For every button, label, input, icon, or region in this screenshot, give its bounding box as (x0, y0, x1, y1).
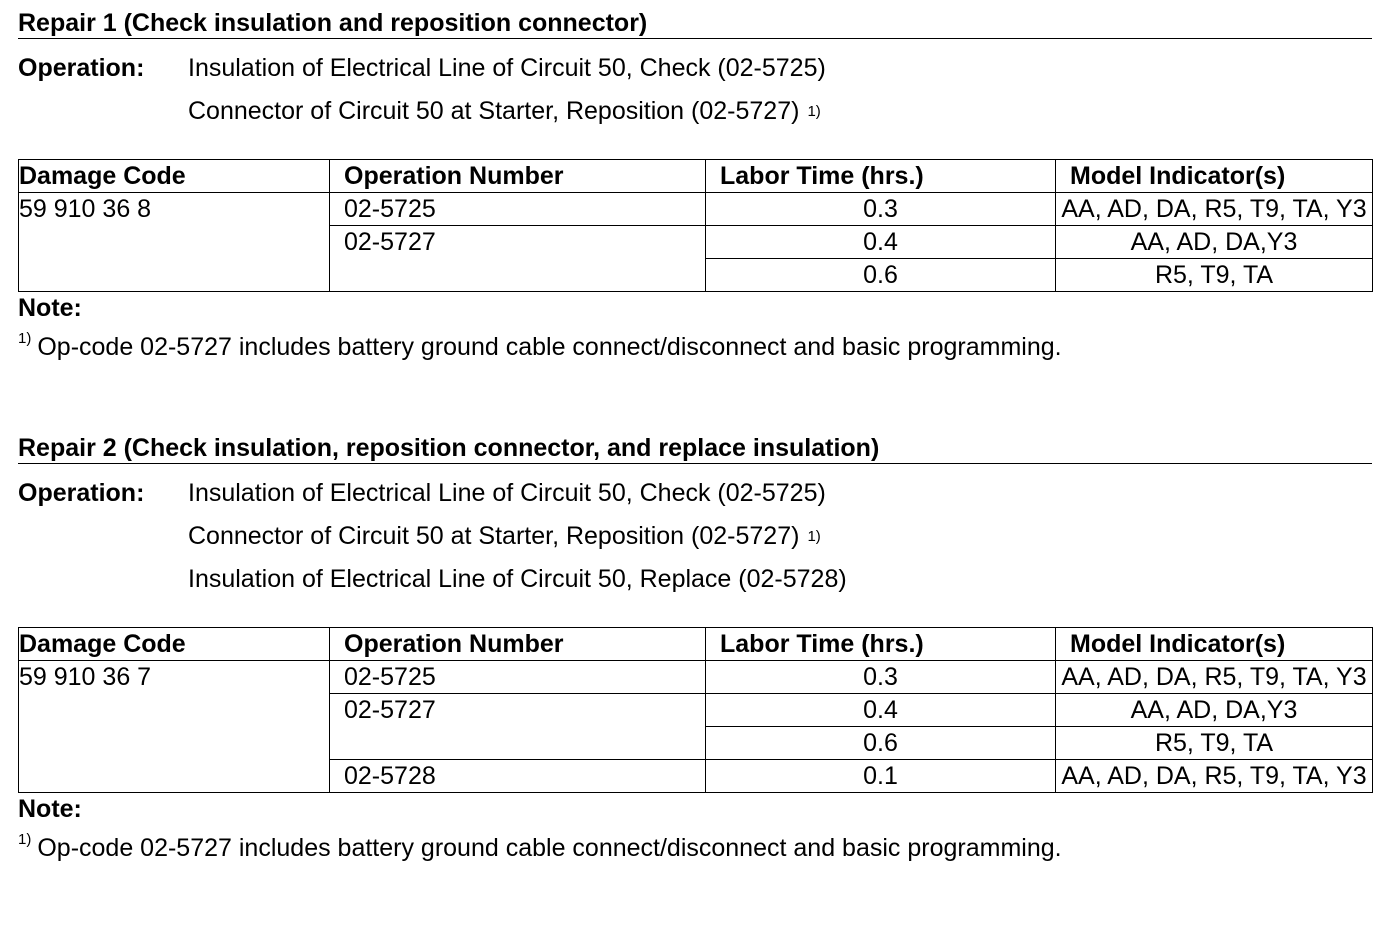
header-operation-number: Operation Number (330, 628, 706, 661)
footnote-marker: 1) (807, 528, 821, 545)
operation-text: Insulation of Electrical Line of Circuit 50, Check (02-5725) (188, 479, 826, 507)
model-indicator-cell: AA, AD, DA, R5, T9, TA, Y3 (1056, 760, 1373, 793)
table-row (19, 661, 1373, 694)
operation-number-cell: 02-5725 (330, 661, 706, 694)
footnote-marker: 1) (807, 103, 821, 120)
model-indicator-cell: AA, AD, DA, R5, T9, TA, Y3 (1056, 193, 1373, 226)
note-label: Note: (18, 294, 82, 322)
footnote-marker: 1) (18, 330, 32, 347)
operation-label: Operation: (18, 54, 145, 82)
model-indicator-cell: AA, AD, DA,Y3 (1056, 694, 1373, 727)
operation-line (18, 90, 1372, 133)
operation-line (18, 558, 1372, 601)
header-model-indicators: Model Indicator(s) (1056, 160, 1373, 193)
operation-line (18, 515, 1372, 558)
labor-time-cell: 0.4 (706, 694, 1056, 727)
header-labor-time: Labor Time (hrs.) (706, 628, 1056, 661)
labor-time-cell: 0.6 (706, 259, 1056, 292)
header-model-indicators: Model Indicator(s) (1056, 628, 1373, 661)
model-indicator-cell: R5, T9, TA (1056, 259, 1373, 292)
repair-1-heading: Repair 1 (Check insulation and reposition connector) (18, 8, 1372, 39)
operation-number-cell: 02-5728 (330, 760, 706, 793)
note-text (18, 324, 1372, 362)
operation-number-cell: 02-5727 (330, 694, 706, 760)
repair-1-section (18, 8, 1372, 362)
operation-line (18, 47, 1372, 90)
repair-2-heading: Repair 2 (Check insulation, reposition connector, and replace insulation) (18, 433, 1372, 464)
table-header-row (19, 628, 1373, 661)
table-row (19, 193, 1373, 226)
header-operation-number: Operation Number (330, 160, 706, 193)
operation-text: Insulation of Electrical Line of Circuit 50, Check (02-5725) (188, 54, 826, 82)
header-damage-code: Damage Code (19, 160, 330, 193)
repair-2-table (18, 627, 1373, 793)
note-body: Op-code 02-5727 includes battery ground cable connect/disconnect and basic programming. (37, 333, 1062, 361)
operation-text: Insulation of Electrical Line of Circuit 50, Replace (02-5728) (188, 565, 847, 593)
damage-code-cell: 59 910 36 7 (19, 661, 330, 793)
header-damage-code: Damage Code (19, 628, 330, 661)
repair-1-operations (18, 47, 1372, 133)
labor-time-cell: 0.1 (706, 760, 1056, 793)
operation-number-cell: 02-5725 (330, 193, 706, 226)
labor-time-cell: 0.4 (706, 226, 1056, 259)
operation-text: Connector of Circuit 50 at Starter, Reposition (02-5727) (188, 97, 800, 125)
model-indicator-cell: AA, AD, DA, R5, T9, TA, Y3 (1056, 661, 1373, 694)
damage-code-cell: 59 910 36 8 (19, 193, 330, 292)
repair-2-section (18, 433, 1372, 863)
operation-label: Operation: (18, 479, 145, 507)
labor-time-cell: 0.3 (706, 661, 1056, 694)
note-body: Op-code 02-5727 includes battery ground cable connect/disconnect and basic programming. (37, 834, 1062, 862)
header-labor-time: Labor Time (hrs.) (706, 160, 1056, 193)
model-indicator-cell: AA, AD, DA,Y3 (1056, 226, 1373, 259)
note-text (18, 825, 1372, 863)
note-label: Note: (18, 795, 82, 823)
operation-number-cell: 02-5727 (330, 226, 706, 292)
labor-time-cell: 0.3 (706, 193, 1056, 226)
repair-2-operations (18, 472, 1372, 601)
operation-text: Connector of Circuit 50 at Starter, Reposition (02-5727) (188, 522, 800, 550)
model-indicator-cell: R5, T9, TA (1056, 727, 1373, 760)
repair-1-table (18, 159, 1373, 292)
operation-line (18, 472, 1372, 515)
footnote-marker: 1) (18, 831, 32, 848)
labor-time-cell: 0.6 (706, 727, 1056, 760)
table-header-row (19, 160, 1373, 193)
